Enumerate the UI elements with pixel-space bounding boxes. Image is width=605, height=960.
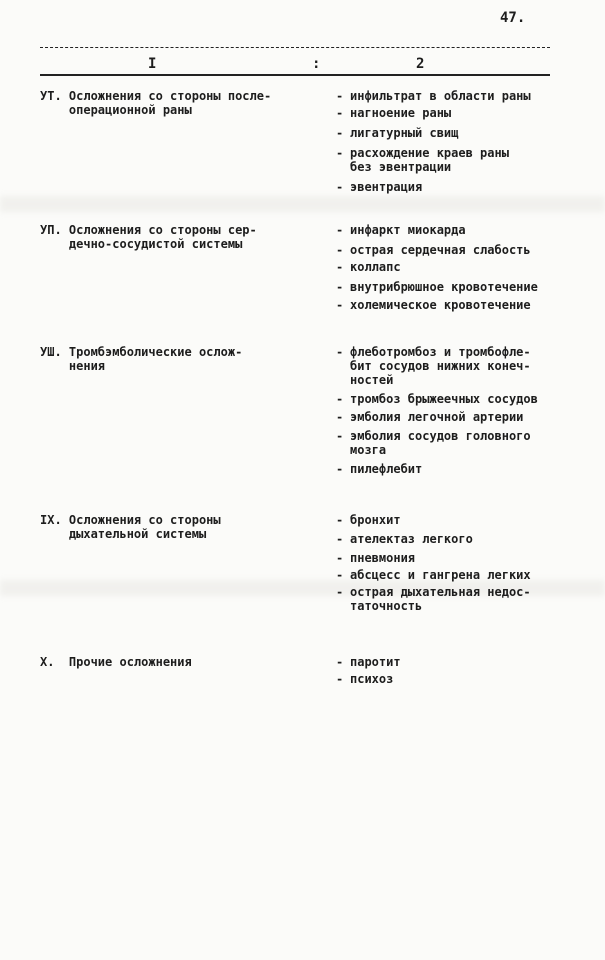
section-title: X. Прочие осложнения <box>40 655 192 669</box>
list-item: - пневмония <box>336 551 416 565</box>
show-through-band <box>0 196 605 212</box>
item-text: внутрибрюшное кровотечение <box>350 280 538 294</box>
item-text: флеботромбоз и тромбофле- бит сосудов нижних конеч- ностей <box>350 345 531 387</box>
item-text: холемическое кровотечение <box>350 298 531 312</box>
table-top-rule <box>40 47 550 48</box>
item-text: паротит <box>350 655 401 669</box>
list-item: - пилефлебит <box>336 462 423 476</box>
list-item: - ателектаз легкого <box>336 532 473 546</box>
column-separator: : <box>312 56 321 72</box>
item-text: абсцесс и гангрена легких <box>350 568 531 582</box>
list-item: - внутрибрюшное кровотечение <box>336 280 538 294</box>
list-item: - расхождение краев раны без эвентрации <box>336 146 509 174</box>
section-title: УШ. Тромбэмболические ослож- нения <box>40 345 243 373</box>
section-title: УТ. Осложнения со стороны после- операционной раны <box>40 89 272 117</box>
item-text: нагноение раны <box>350 106 452 120</box>
list-item: - нагноение раны <box>336 106 452 120</box>
complication-list <box>336 345 572 476</box>
list-item: - психоз <box>336 672 394 686</box>
complication-list <box>336 223 572 312</box>
list-item: - паротит <box>336 655 401 669</box>
list-item: - инфильтрат в области раны <box>336 89 531 103</box>
item-text: инфильтрат в области раны <box>350 89 531 103</box>
table-header <box>40 56 550 74</box>
page-number: 47. <box>500 10 526 26</box>
list-item: - инфаркт миокарда <box>336 223 466 237</box>
item-text: эмболия сосудов головного мозга <box>350 429 531 457</box>
column-header-2: 2 <box>416 56 425 72</box>
item-text: острая дыхательная недос- таточность <box>350 585 531 613</box>
complication-list <box>336 513 572 613</box>
item-text: ателектаз легкого <box>350 532 473 546</box>
list-item: - эвентрация <box>336 180 423 194</box>
item-text: эмболия легочной артерии <box>350 410 524 424</box>
column-header-1: I <box>148 56 157 72</box>
item-text: расхождение краев раны без эвентрации <box>350 146 509 174</box>
item-text: бронхит <box>350 513 401 527</box>
list-item: - бронхит <box>336 513 401 527</box>
list-item: - флеботромбоз и тромбофле- бит сосудов нижних конеч- ностей <box>336 345 531 387</box>
item-text: эвентрация <box>350 180 423 194</box>
complication-list <box>336 89 572 194</box>
item-text: коллапс <box>350 260 401 274</box>
list-item: - холемическое кровотечение <box>336 298 531 312</box>
item-text: острая сердечная слабость <box>350 243 531 257</box>
item-text: психоз <box>350 672 394 686</box>
list-item: - острая дыхательная недос- таточность <box>336 585 531 613</box>
item-text: лигатурный свищ <box>350 126 459 140</box>
list-item: - острая сердечная слабость <box>336 243 531 257</box>
item-text: пневмония <box>350 551 416 565</box>
table-header-rule <box>40 74 550 76</box>
section-title: IX. Осложнения со стороны дыхательной системы <box>40 513 221 541</box>
list-item: - эмболия легочной артерии <box>336 410 524 424</box>
list-item: - коллапс <box>336 260 401 274</box>
list-item: - лигатурный свищ <box>336 126 459 140</box>
item-text: тромбоз брыжеечных сосудов <box>350 392 538 406</box>
section-title: УП. Осложнения со стороны сер- дечно-сосудистой системы <box>40 223 257 251</box>
item-text: инфаркт миокарда <box>350 223 466 237</box>
list-item: - тромбоз брыжеечных сосудов <box>336 392 538 406</box>
list-item: - эмболия сосудов головного мозга <box>336 429 531 457</box>
complication-list <box>336 655 572 686</box>
list-item: - абсцесс и гангрена легких <box>336 568 531 582</box>
item-text: пилефлебит <box>350 462 423 476</box>
